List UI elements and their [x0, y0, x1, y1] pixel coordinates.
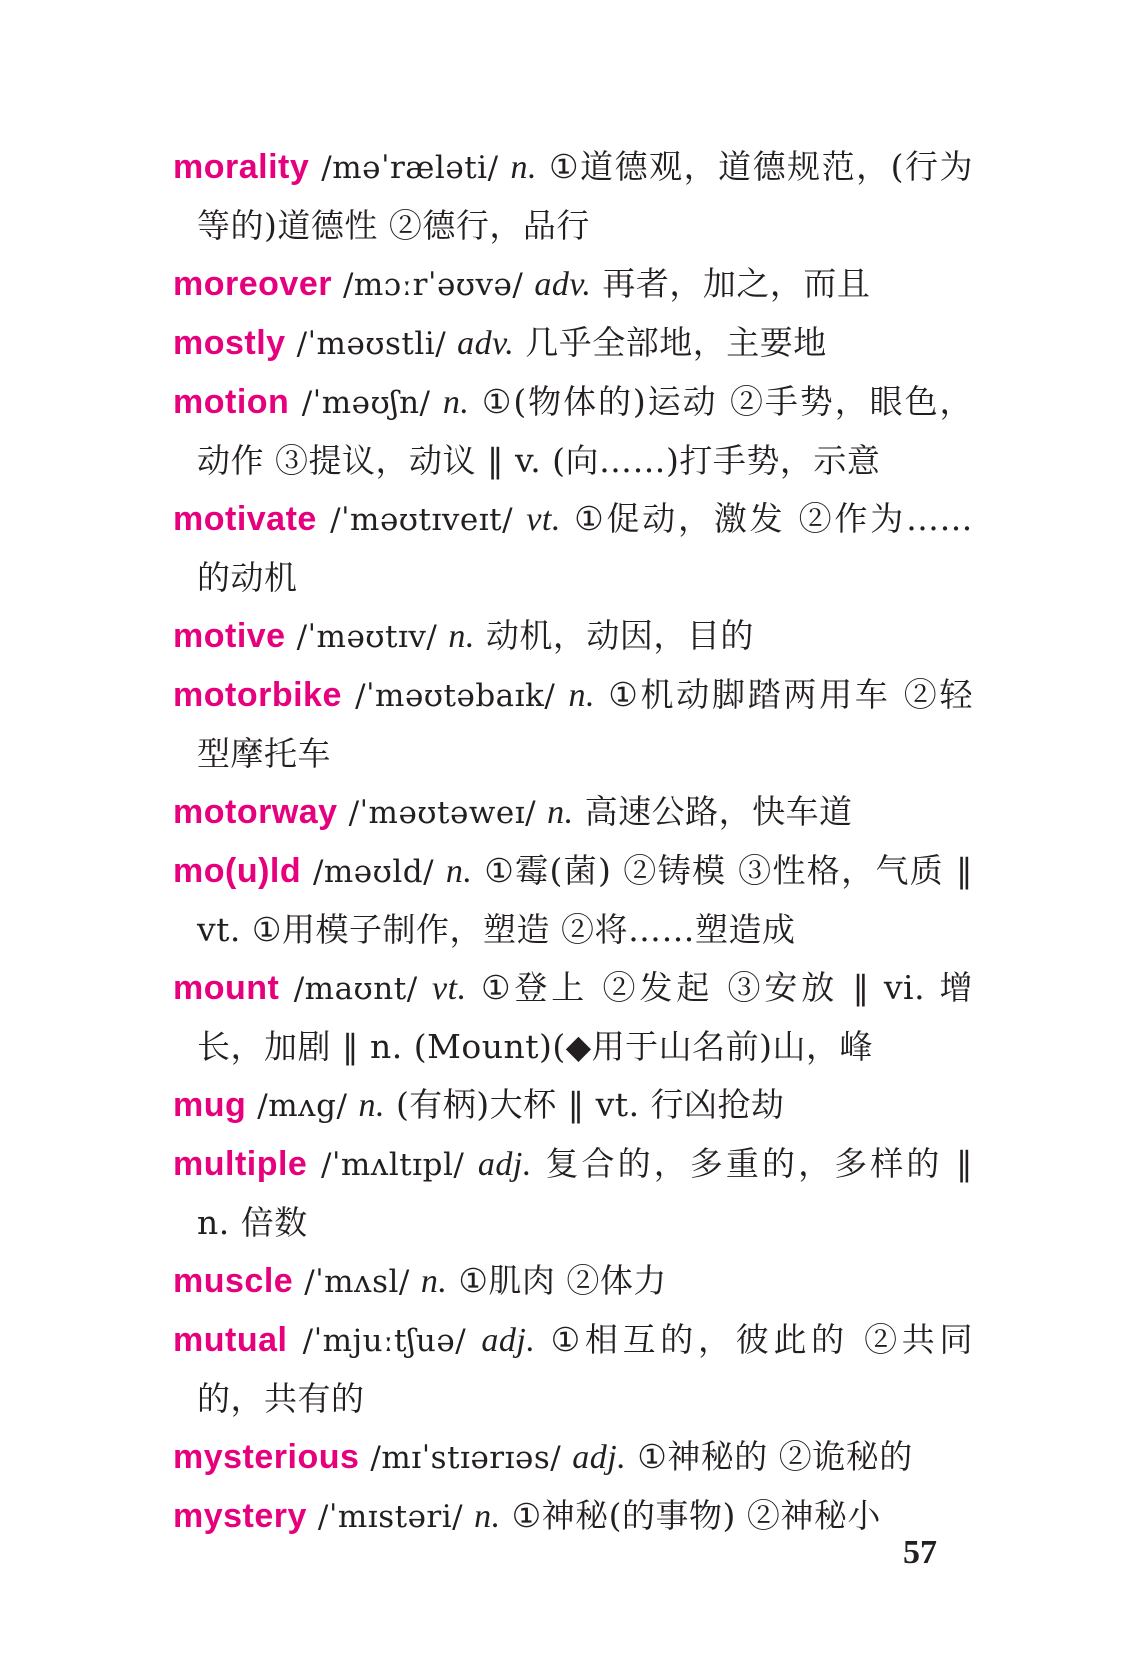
pronunciation: /ˈməʊtəweɪ/ — [348, 795, 537, 831]
part-of-speech: n. — [442, 384, 470, 421]
definition: ①相互的，彼此的 ②共同的，共有的 — [197, 1320, 974, 1418]
definition: ①肌肉 ②体力 — [458, 1261, 667, 1300]
part-of-speech: n. — [358, 1087, 385, 1124]
headword: mug — [173, 1086, 247, 1124]
dictionary-page — [173, 138, 973, 1546]
definition: ①道德观，道德规范，(行为等的)道德性 ②德行，品行 — [197, 147, 973, 245]
entry-motion — [173, 373, 973, 490]
definition: ①霉(菌) ②铸模 ③性格，气质 ‖ vt. ①用模子制作，塑造 ②将……塑造成 — [197, 851, 973, 949]
entry-mount — [173, 959, 973, 1076]
definition: 几乎全部地，主要地 — [525, 323, 827, 362]
pronunciation: /ˈmjuːtʃuə/ — [302, 1323, 467, 1359]
definition: ①促动，激发 ②作为……的动机 — [197, 499, 973, 597]
entry-motivate — [173, 490, 973, 607]
headword: motorbike — [173, 676, 342, 714]
headword: mysterious — [173, 1438, 360, 1476]
definition: ①神秘的 ②诡秘的 — [637, 1437, 913, 1476]
part-of-speech: n. — [445, 853, 473, 890]
pronunciation: /ˈməʊʃn/ — [301, 385, 431, 421]
part-of-speech: n. — [510, 149, 538, 186]
pronunciation: /mʌg/ — [257, 1088, 348, 1124]
part-of-speech: n. — [568, 677, 596, 714]
headword: mostly — [173, 324, 286, 362]
pronunciation: /mɪˈstɪərɪəs/ — [370, 1440, 562, 1476]
part-of-speech: n. — [547, 794, 574, 831]
entry-mystery — [173, 1487, 973, 1546]
entry-multiple — [173, 1135, 973, 1252]
entry-moreover — [173, 255, 973, 314]
pronunciation: /məʊld/ — [312, 854, 435, 890]
headword: mount — [173, 969, 280, 1007]
definition: ①神秘(的事物) ②神秘小 — [511, 1496, 881, 1535]
page-number: 57 — [903, 1534, 937, 1571]
headword: multiple — [173, 1145, 308, 1183]
entry-mysterious — [173, 1428, 973, 1487]
pronunciation: /ˈməʊtəbaɪk/ — [355, 678, 556, 714]
part-of-speech: adj. — [477, 1146, 532, 1183]
pronunciation: /maʊnt/ — [293, 971, 418, 1007]
entry-motive — [173, 607, 973, 666]
headword: moreover — [173, 265, 332, 303]
entry-mug — [173, 1076, 973, 1135]
entry-mostly — [173, 314, 973, 373]
pronunciation: /ˈməʊtɪv/ — [296, 619, 438, 655]
entry-mutual — [173, 1311, 973, 1428]
definition: ①(物体的)运动 ②手势，眼色，动作 ③提议，动议 ‖ v. (向……)打手势，示意 — [197, 382, 973, 480]
headword: motorway — [173, 793, 338, 831]
headword: mystery — [173, 1497, 307, 1535]
part-of-speech: vt. — [526, 501, 561, 538]
part-of-speech: adv. — [457, 325, 515, 362]
pronunciation: /ˈmɪstəri/ — [317, 1499, 464, 1535]
headword: motive — [173, 617, 286, 655]
pronunciation: /ˈməʊtɪveɪt/ — [330, 502, 514, 538]
part-of-speech: adv. — [534, 266, 592, 303]
definition: (有柄)大杯 ‖ vt. 行凶抢劫 — [395, 1085, 785, 1124]
entry-motorway — [173, 783, 973, 842]
definition: 动机，动因，目的 — [485, 616, 754, 655]
headword: morality — [173, 148, 310, 186]
headword: muscle — [173, 1262, 294, 1300]
definition: ①登上 ②发起 ③安放 ‖ vi. 增长，加剧 ‖ n. (Mount)(◆用于山名前)山，峰 — [197, 968, 973, 1066]
pronunciation: /ˈməʊstli/ — [296, 326, 447, 362]
headword: motion — [173, 383, 290, 421]
definition: 复合的，多重的，多样的 ‖ n. 倍数 — [197, 1144, 974, 1242]
definition: ①机动脚踏两用车 ②轻型摩托车 — [197, 675, 973, 773]
pronunciation: /mɔːrˈəʊvə/ — [342, 267, 524, 303]
part-of-speech: n. — [474, 1498, 501, 1535]
entry-motorbike — [173, 666, 973, 783]
part-of-speech: vt. — [432, 970, 467, 1007]
definition: 再者，加之，而且 — [602, 264, 871, 303]
part-of-speech: n. — [448, 618, 475, 655]
definition: 高速公路，快车道 — [584, 792, 853, 831]
part-of-speech: n. — [420, 1263, 448, 1300]
entry-mould — [173, 842, 973, 959]
headword: mo(u)ld — [173, 852, 302, 890]
pronunciation: /ˈmʌltɪpl/ — [320, 1147, 465, 1183]
pronunciation: /ˈmʌsl/ — [304, 1264, 410, 1300]
headword: motivate — [173, 500, 317, 538]
headword: mutual — [173, 1321, 288, 1359]
part-of-speech: adj. — [481, 1322, 536, 1359]
pronunciation: /məˈræləti/ — [321, 150, 499, 186]
part-of-speech: adj. — [572, 1439, 627, 1476]
entry-muscle — [173, 1252, 973, 1311]
entry-morality — [173, 138, 973, 255]
